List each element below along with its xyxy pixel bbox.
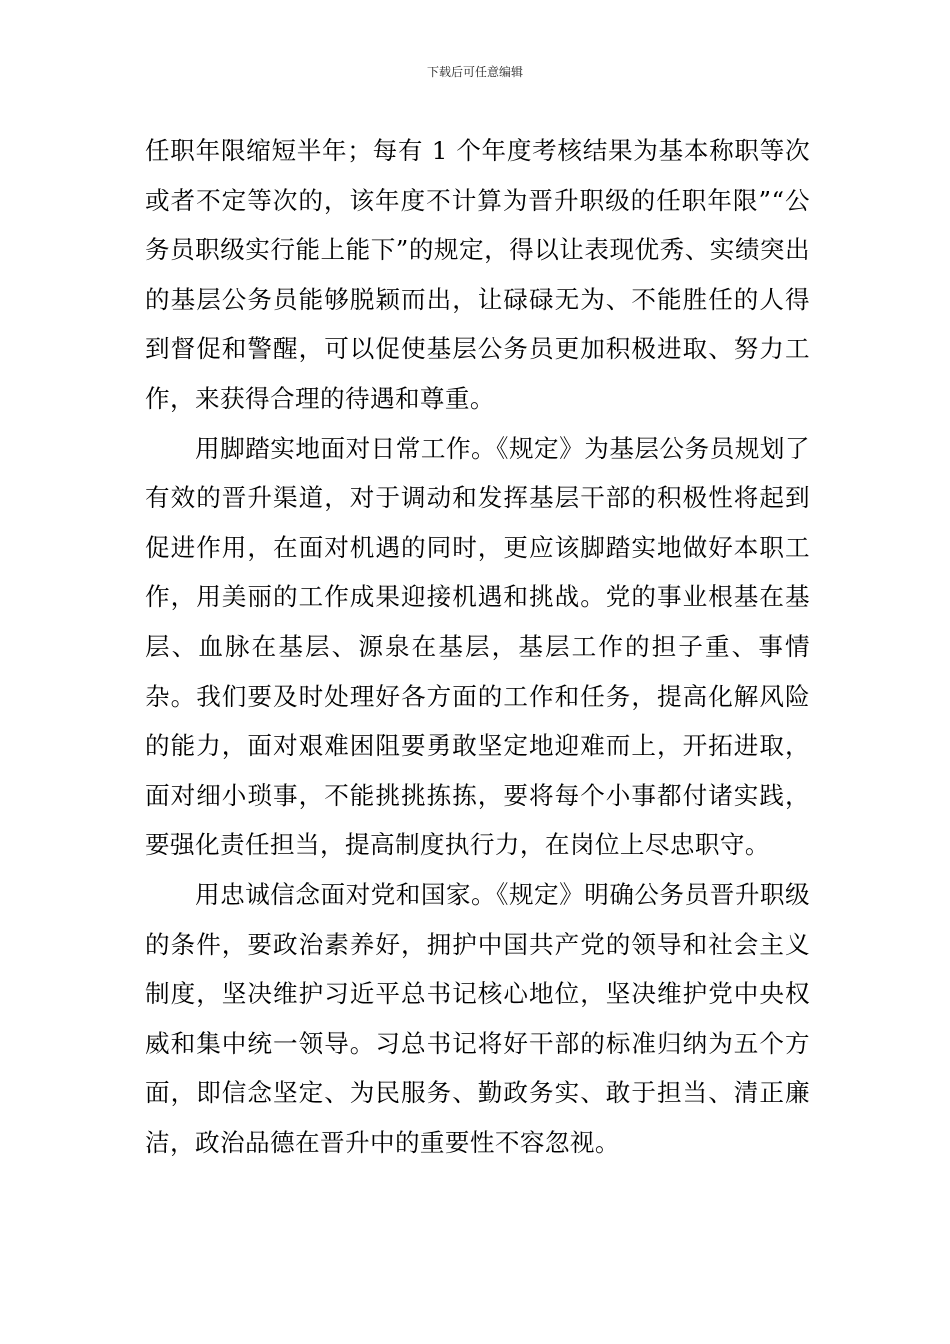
paragraph-2: 用脚踏实地面对日常工作。《规定》为基层公务员规划了有效的晋升渠道，对于调动和发挥基层干部的积极性将起到促进作用，在面对机遇的同时，更应该脚踏实地做好本职工作，用美丽的工作成果迎接机遇和挑战。党的事业根基在基层、血脉在基层、源泉在基层，基层工作的担子重、事情杂。我们要及时处理好各方面的工作和任务，提高化解风险的能力，面对艰难困阻要勇敢坚定地迎难而上，开拓进取，面对细小琐事，不能挑挑拣拣，要将每个小事都付诸实践，要强化责任担当，提高制度执行力，在岗位上尽忠职守。 <box>145 433 810 860</box>
paragraph-3: 用忠诚信念面对党和国家。《规定》明确公务员晋升职级的条件，要政治素养好，拥护中国共产党的领导和社会主义制度，坚决维护习近平总书记核心地位，坚决维护党中央权威和集中统一领导。习总书记将好干部的标准归纳为五个方面，即信念坚定、为民服务、勤政务实、敢于担当、清正廉洁，政治品德在晋升中的重要性不容忽视。 <box>145 879 810 1157</box>
page-header: 下载后可任意编辑 <box>426 65 523 79</box>
document-body <box>145 126 810 1167</box>
paragraph-1: 任职年限缩短半年；每有 1 个年度考核结果为基本称职等次或者不定等次的，该年度不计算为晋升职级的任职年限”“公务员职级实行能上能下”的规定，得以让表现优秀、实绩突出的基层公务员能够脱颖而出，让碌碌无为、不能胜任的人得到督促和警醒，可以促使基层公务员更加积极进取、努力工作，来获得合理的待遇和尊重。 <box>145 136 810 413</box>
